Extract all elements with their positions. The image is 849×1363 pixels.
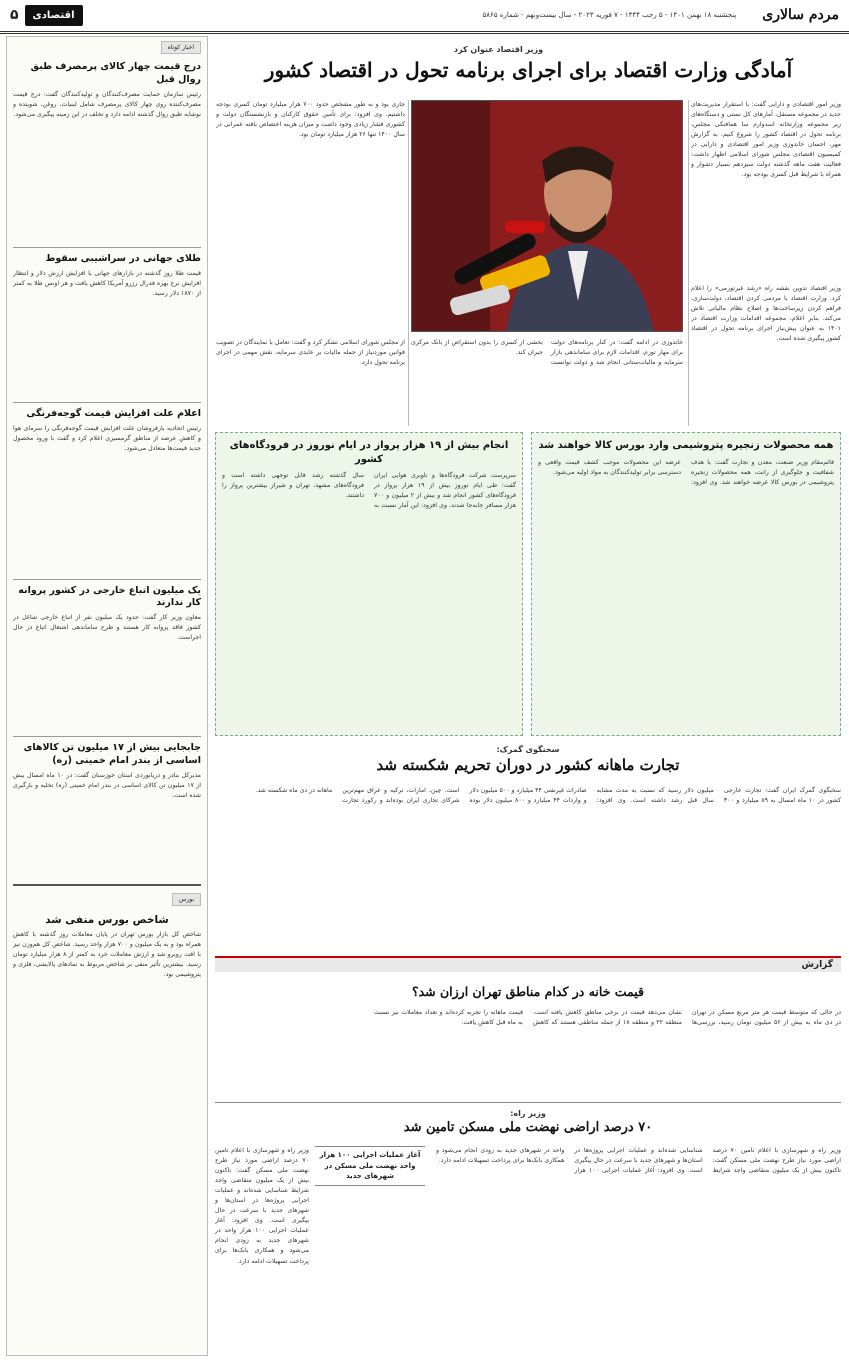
divider: [13, 247, 201, 248]
dateline: پنجشنبه ۱۸ بهمن ۱۴۰۱ - ۵ رجب ۱۴۴۴ - ۷ فوریه ۲۰۲۳ - سال بیست‌ونهم - شماره ۵۸۶۵: [482, 11, 737, 20]
newspaper-logo: مردم سالاری: [762, 6, 839, 23]
lead-story-header: [216, 44, 841, 83]
news-sidebar: [6, 36, 208, 1356]
box-body: قائم‌مقام وزیر صنعت، معدن و تجارت گفت: با هدف شفافیت و جلوگیری از رانت، همه محصولات زنجیره پتروشیمی در بورس کالا عرضه خواهند شد. وی افزود: عرضه این محصولات موجب کشف قیمت واقعی و دسترسی برابر تولیدکنندگان به مواد اولیه می‌شود.: [538, 458, 834, 486]
housing-body: وزیر راه و شهرسازی با اعلام تامین ۷۰ درصد اراضی مورد نیاز طرح نهضت ملی مسکن گفت: تاکنون بیش از یک میلیون متقاضی واجد شرایط شناسایی شده‌اند و عملیات اجرایی پروژه‌ها در استان‌ها و شهرهای جدید با سرعت در حال پیگیری است. وی افزود: آغاز عملیات اجرایی ۱۰۰ هزار واحد در شهرهای جدید به زودی انجام می‌شود و همکاری بانک‌ها برای پرداخت تسهیلات ادامه دارد.: [215, 1147, 309, 1265]
lead-headline: آمادگی وزارت اقتصاد برای اجرای برنامه تحول در اقتصاد کشور: [264, 58, 793, 83]
housing-headline: ۷۰ درصد اراضی نهضت ملی مسکن تامین شد: [403, 1120, 653, 1136]
sidebar-body: رئیس اتحادیه بارفروشان علت افزایش قیمت گوجه‌فرنگی را سرمای هوا و کاهش عرضه از مناطق گرمسیری اعلام کرد و گفت با ورود محصول جدید قیمت‌ها متعادل می‌شود.: [13, 424, 201, 452]
trade-kicker: سخنگوی گمرک:: [496, 745, 560, 754]
bourse-tag: بورس: [172, 893, 201, 906]
photo-illustration: [411, 101, 682, 332]
sidebar-body: معاون وزیر کار گفت: حدود یک میلیون نفر از اتباع خارجی شاغل در کشور فاقد پروانه کار هستند و طرح ساماندهی اشتغال اتباع در حال اجراست.: [13, 614, 201, 642]
housing-story-header: [215, 1108, 841, 1137]
flights-box: [215, 432, 523, 736]
trade-headline: تجارت ماهانه کشور در دوران تحریم شکسته شد: [376, 756, 680, 775]
box-headline: همه محصولات زنجیره پتروشیمی وارد بورس کالا خواهند شد: [538, 440, 834, 451]
housing-subhead: آغاز عملیات اجرایی ۱۰۰ هزار واحد نهضت ملی مسکن در شهرهای جدید: [315, 1146, 425, 1186]
housing-body: وزیر راه و شهرسازی با اعلام تامین ۷۰ درصد اراضی مورد نیاز طرح نهضت ملی مسکن گفت: تاکنون بیش از یک میلیون متقاضی واجد شرایط شناسایی شده‌اند و عملیات اجرایی پروژه‌ها در استان‌ها و شهرهای جدید با سرعت در حال پیگیری است. وی افزود: آغاز عملیات اجرایی ۱۰۰ هزار واحد در شهرهای جدید به زودی انجام می‌شود و همکاری بانک‌ها برای پرداخت تسهیلات ادامه دارد.: [436, 1147, 841, 1175]
divider: [13, 736, 201, 737]
sidebar-body: قیمت طلا روز گذشته در بازارهای جهانی با افزایش ارزش دلار و انتظار افزایش نرخ بهره فدرال رزرو آمریکا کاهش یافت و هر اونس طلا به کمتر از ۱۸۷۰ دلار رسید.: [13, 269, 201, 297]
divider: [215, 1102, 841, 1103]
box-body: سرپرست شرکت فرودگاه‌ها و ناوبری هوایی ایران گفت: طی ایام نوروز بیش از ۱۹ هزار پرواز در فرودگاه‌های کشور انجام شد و بیش از ۲ میلیون و ۷۰۰ هزار مسافر جابه‌جا شدند. وی افزود: این آمار نسبت به سال گذشته رشد قابل توجهی داشته است و فرودگاه‌های مشهد، تهران و شیراز بیشترین پرواز را داشتند.: [222, 472, 516, 510]
box-headline: انجام بیش از ۱۹ هزار پرواز در ایام نوروز در فرودگاه‌های کشور: [229, 440, 509, 465]
trade-story-header: [215, 744, 841, 775]
bourse-headline: شاخص بورس منفی شد: [45, 914, 169, 927]
column-rule: [688, 100, 689, 426]
section-label: اقتصادی: [25, 5, 83, 27]
report-body: در حالی که متوسط قیمت هر متر مربع مسکن در تهران در دی ماه به بیش از ۵۶ میلیون تومان رسید، بررسی‌ها نشان می‌دهد قیمت در برخی مناطق کاهش یافته است. منطقه ۲۲ و منطقه ۱۸ از جمله مناطقی هستند که کاهش قیمت ماهانه را تجربه کرده‌اند و تعداد معاملات نیز نسبت به ماه قبل کاهش یافت.: [374, 1009, 841, 1027]
lead-column: از مجلس شورای اسلامی تشکر کرد و گفت: تعامل با نمایندگان در تصویب قوانین موردنیاز از جمله مالیات بر عایدی سرمایه، نقش مهمی در اجرای برنامه تحول دارد.: [216, 339, 405, 367]
sidebar-headline: یک میلیون اتباع خارجی در کشور پروانه کار ندارند: [18, 584, 201, 609]
report-headline: قیمت خانه در کدام مناطق تهران ارزان شد؟: [411, 984, 645, 999]
report-tag: گزارش: [801, 960, 833, 970]
lead-column: وزیر اقتصاد تدوین نقشه راه «رشد غیرتورمی» را اعلام کرد. وزارت اقتصاد با مردمی کردن اقتصاد، دولت‌سازی، فراهم کردن زیرساخت‌ها و اصلاح نظام مالیاتی تلاش می‌کند. بنابر اعلام، مجموعه اقدامات وزارت اقتصاد در ۱۴۰۱ به عنوان پیش‌نیاز اجرای برنامه تحول در اقتصاد کشور پیگیری شده است.: [691, 285, 841, 343]
report-strip: [215, 956, 841, 972]
lead-column: خاندوزی در ادامه گفت: در کنار برنامه‌های دولت برای مهار تورم، اقدامات لازم برای ساماندهی بازار سرمایه و مالیات‌ستانی انجام شد و دولت توانست بخشی از کسری را بدون استقراض از بانک مرکزی جبران کند.: [411, 339, 683, 367]
lead-column: وزیر امور اقتصادی و دارایی گفت: با استقرار مدیریت‌های جدید در مجموعه مستقل، آمارهای کل نستی و دستگاه‌های زیر مجموعه وزارتخانه اسدوارم سا همافنکی مجلس، برنامه تحول در اقتصاد کشور را شروع کنیم. به گزارش مهر، احسان خاندوزی وزیر امور اقتصادی و دارایی در کمیسیون اقتصادی مجلس شورای اسلامی اظهار داشت: فعالیت هفت ماهه گذشته دولت سیزدهم بسیار دشوار و همراه با شرایط قبل کسری بودجه بود.: [691, 101, 841, 179]
minister-photo: [411, 100, 683, 332]
sidebar-headline: طلای جهانی در سراشیبی سقوط: [45, 252, 201, 264]
sidebar-body: مدیرکل بنادر و دریانوردی استان خوزستان گفت: در ۱۰ ماه امسال بیش از ۱۷ میلیون تن کالای اساسی در بندر امام خمینی (ره) تخلیه و بارگیری شده است.: [13, 771, 201, 799]
sidebar-headline: اعلام علت افزایش قیمت گوجه‌فرنگی: [26, 407, 201, 419]
sidebar-body: رئیس سازمان حمایت مصرف‌کنندگان و تولیدکنندگان گفت: درج قیمت مصرف‌کننده روی چهار کالای پرمصرف شامل لبنیات، روغن، شوینده و نوشابه طبق روال گذشته ادامه دارد و تخلف در این زمینه پیگیری می‌شود.: [13, 90, 201, 119]
masthead: [0, 0, 849, 34]
trade-body: سخنگوی گمرک ایران گفت: تجارت خارجی کشور در ۱۰ ماه امسال به ۸۹ میلیارد و ۳۰۰ میلیون دلار رسید که نسبت به مدت مشابه سال قبل رشد داشته است. وی افزود: صادرات غیرنفتی ۴۴ میلیارد و ۵۰۰ میلیون دلار و واردات ۴۴ میلیارد و ۸۰۰ میلیون دلار بوده است. چین، امارات، ترکیه و عراق مهم‌ترین شرکای تجاری ایران بوده‌اند و رکورد تجارت ماهانه در دی ماه شکسته شد.: [255, 787, 841, 805]
lead-kicker: وزیر اقتصاد عنوان کرد: [453, 45, 544, 54]
column-rule: [408, 100, 409, 426]
sidebar-tag: اخبار کوتاه: [161, 41, 201, 54]
housing-kicker: وزیر راه:: [510, 1109, 546, 1118]
divider: [13, 884, 201, 886]
bourse-body: شاخص کل بازار بورس تهران در پایان معاملات روز گذشته با کاهش همراه بود و به یک میلیون و ۷۰۰ هزار واحد رسید. شاخص کل هم‌وزن نیز با افت روبرو شد و ارزش معاملات خرد به کمتر از ۸ هزار میلیارد تومان رسید. بیشترین تأثیر منفی بر شاخص مربوط به نمادهای پالایشی، فلزی و پتروشیمی بود.: [13, 931, 201, 979]
petrochemical-box: [531, 432, 841, 736]
lead-column: جاری بود و به طور مشخص حدود ۷۰۰ هزار میلیارد تومان کسری بودجه داشتیم. وی افزود: برای تأمین حقوق کارکنان و بازنشستگان دولت و کشوری فشار زیادی وجود داشت و میزان هزینه اختصاص یافته عمرانی در سال ۱۴۰۰ تنها ۲۶ هزار میلیارد تومان بود.: [216, 101, 405, 139]
page-number: ۵: [10, 6, 19, 23]
divider: [13, 579, 201, 580]
divider: [13, 402, 201, 403]
sidebar-headline: درج قیمت چهار کالای پرمصرف طبق روال قبل: [30, 61, 201, 86]
sidebar-headline: جابجایی بیش از ۱۷ میلیون تن کالاهای اساسی از بندر امام خمینی (ره): [23, 742, 201, 766]
